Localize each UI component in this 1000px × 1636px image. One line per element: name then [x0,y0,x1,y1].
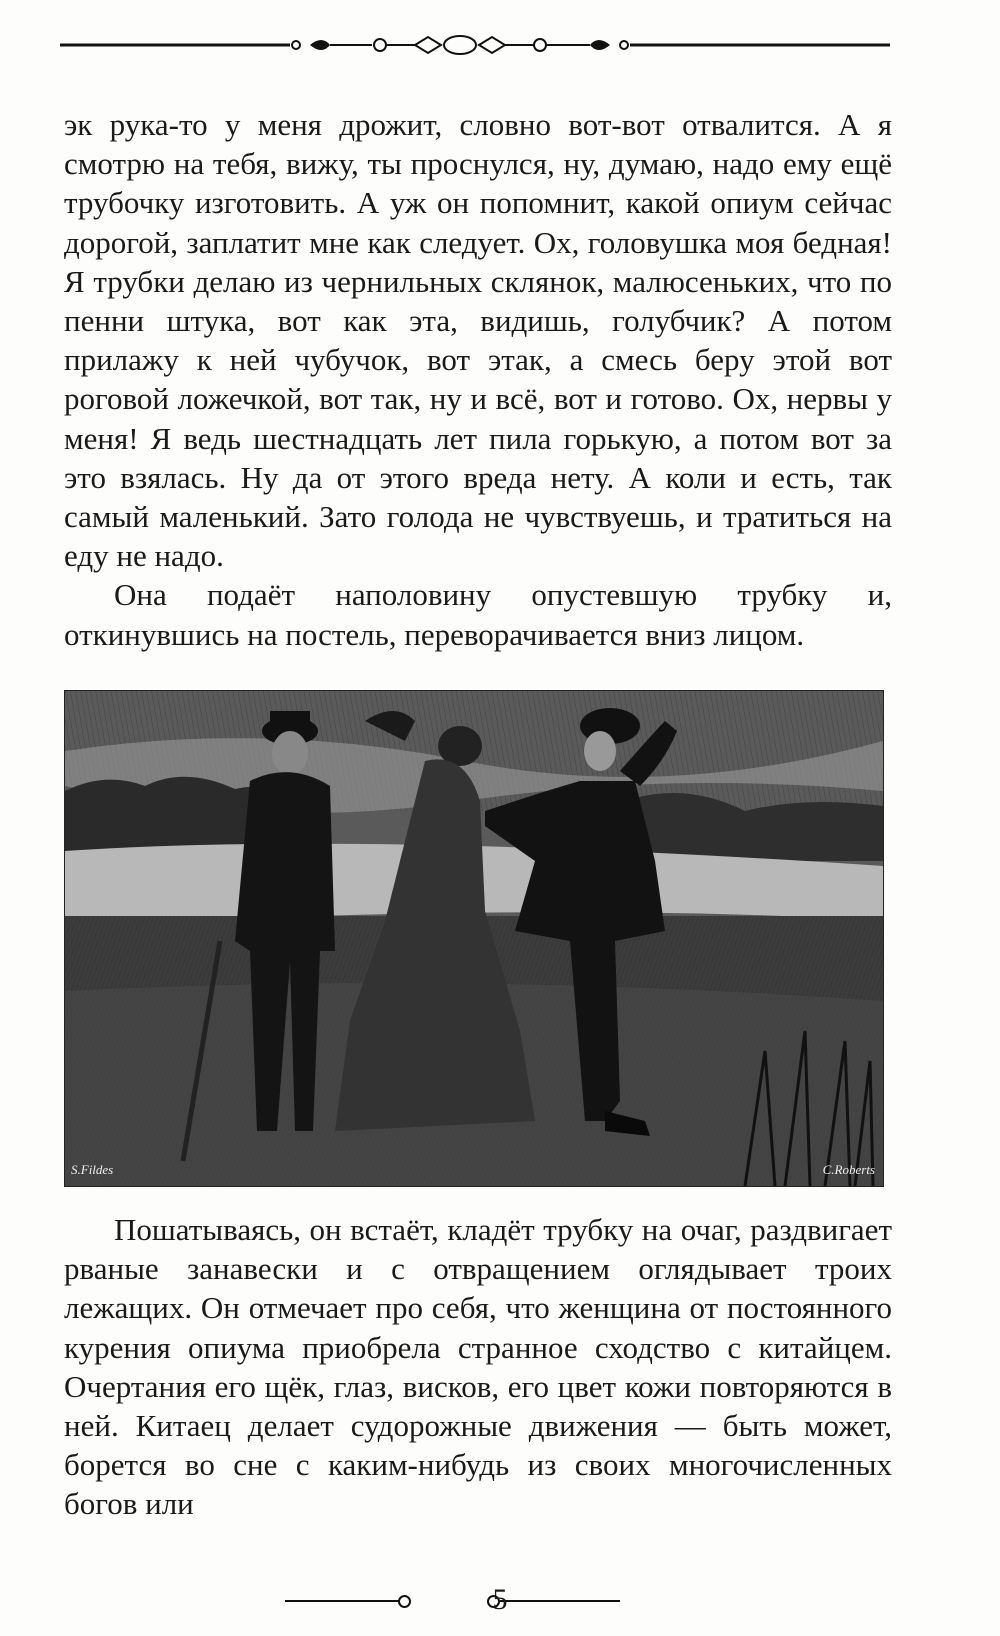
engraving-scene [65,691,883,1186]
paragraph: Она подаёт наполовину опустевшую трубку и, откинувшись на постель, переворачивается вниз лицом. [64,577,892,652]
artist-signature-left: S.Fildes [71,1162,114,1177]
page-number: 5 [492,1583,508,1616]
engraving-illustration [64,690,884,1187]
paragraph: Пошатываясь, он встаёт, кладёт трубку на очаг, раздвигает рваные занавески и с отвращением оглядывает троих лежащих. Он отмечает про себя, что женщина от постоянного курения опиума приобрела странное сходство с китайцем. Очертания его щёк, глаз, висков, его цвет кожи повторяются в ней. Китаец делает судорожные движения — быть может, борется во сне с каким-нибудь из своих многочисленных богов или [64,1212,892,1522]
paragraph-continuation: эк рука-то у меня дрожит, словно вот-вот отвалится. А я смотрю на тебя, вижу, ты проснулся, ну, думаю, надо ему ещё трубочку изготовить. А уж он попомнит, какой опиум сейчас дорогой, заплатит мне как следует. Ох, головушка моя бедная! Я трубки делаю из чернильных склянок, малюсеньких, что по пенни штука, вот как эта, видишь, голубчик? А потом прилажу к ней чубучок, вот этак, а смесь беру этой вот роговой ложечкой, вот так, ну и всё, вот и готово. Ох, нервы у меня! Я ведь шестнадцать лет пила горькую, а потом вот за это взялась. Ну да от этого вреда нету. А коли и есть, так самый маленький. Зато голода не чувствуешь, и тратиться на еду не надо. [64,107,892,574]
lower-text-block [64,1210,892,1524]
upper-text-block [64,105,892,654]
artist-signature-right: C.Roberts [822,1162,875,1177]
top-ornament [60,30,890,60]
